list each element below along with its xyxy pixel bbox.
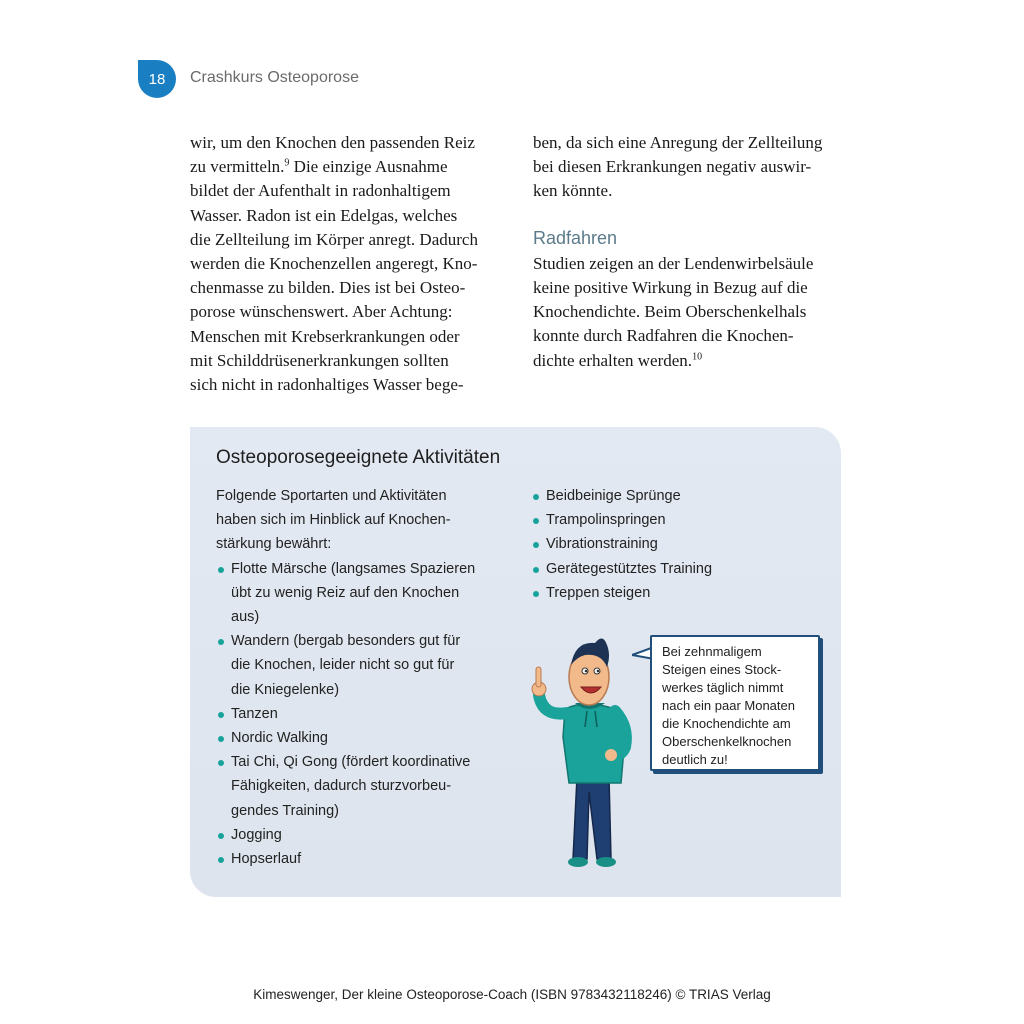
list-item — [216, 629, 516, 702]
list-item-line: die Kniegelenke) — [231, 681, 340, 698]
text-line: die Zellteilung im Körper anregt. Dadurch — [190, 229, 478, 249]
list-item — [216, 702, 516, 726]
intro-line: Folgende Sportarten und Aktivitäten — [216, 488, 447, 504]
list-item: Gerätegestütztes Training — [531, 557, 831, 581]
footnote-ref[interactable]: 10 — [692, 350, 703, 362]
text-line: ken könnte. — [533, 181, 613, 201]
text-fragment: Die einzige Ausnahme — [289, 157, 448, 177]
text-line: Menschen mit Krebserkrankungen oder — [190, 326, 460, 346]
text-line: mit Schilddrüsenerkrankungen sollten — [190, 350, 449, 370]
list-item: Vibrationstraining — [531, 532, 831, 556]
text-line: sich nicht in radonhaltiges Wasser bege- — [190, 375, 464, 395]
activity-list-right — [531, 484, 831, 605]
text-line: konnte durch Radfahren die Knochen- — [533, 326, 794, 346]
speech-line: Steigen eines Stock- — [662, 662, 782, 677]
running-title: Crashkurs Osteoporose — [190, 69, 359, 86]
text-line: wir, um den Knochen den passenden Reiz — [190, 133, 475, 152]
list-item-line: Fähigkeiten, dadurch sturzvorbeu- — [231, 778, 452, 795]
section-heading: Radfahren — [533, 227, 618, 248]
list-item-line: gendes Training) — [231, 802, 340, 819]
list-item-line: die Knochen, leider nicht so gut für — [231, 657, 455, 674]
speech-line: die Knochendichte am — [662, 716, 791, 731]
speech-line: nach ein paar Monaten — [662, 698, 795, 713]
text-line — [190, 155, 510, 179]
box-column-left — [216, 484, 516, 871]
list-item: Trampolinspringen — [531, 508, 831, 532]
text-line: chenmasse zu bilden. Dies ist bei Osteo- — [190, 278, 466, 298]
box-title: Osteoporosegeeignete Aktivitäten — [216, 447, 501, 468]
list-item-line: Hopserlauf — [231, 851, 302, 868]
speech-line: werkes täglich nimmt — [662, 680, 784, 695]
box-column-right — [531, 484, 831, 605]
page-number-badge — [138, 60, 176, 98]
speech-line: Bei zehnmaligem — [662, 644, 762, 659]
text-line: Studien zeigen an der Lendenwirbelsäule — [533, 253, 814, 273]
speech-bubble — [650, 635, 820, 771]
text-line: Wasser. Radon ist ein Edelgas, welches — [190, 205, 458, 225]
text-line: ben, da sich eine Anregung der Zellteilung — [533, 133, 823, 152]
intro-line: stärkung bewährt: — [216, 536, 332, 553]
page-footer: Kimeswenger, Der kleine Osteoporose-Coach (ISBN 9783432118246) © TRIAS Verlag — [253, 987, 771, 1002]
body-column-right — [533, 131, 853, 373]
list-item: Treppen steigen — [531, 581, 831, 605]
text-fragment: dichte erhalten werden. — [533, 350, 693, 370]
text-line: keine positive Wirkung in Bezug auf die — [533, 278, 808, 298]
speech-line: deutlich zu! — [662, 752, 728, 767]
list-item-line: aus) — [231, 609, 260, 626]
list-item-line: Flotte Märsche (langsames Spazieren — [231, 560, 476, 577]
speech-line: Oberschenkelknochen — [662, 734, 792, 749]
list-item — [216, 557, 516, 630]
body-column-left — [190, 131, 510, 397]
list-item-line: Wandern (bergab besonders gut für — [231, 633, 461, 650]
footnote-ref[interactable]: 9 — [284, 157, 290, 169]
activities-box — [190, 427, 841, 897]
intro-line: haben sich im Hinblick auf Knochen- — [216, 512, 451, 529]
text-line: werden die Knochenzellen angeregt, Kno- — [190, 254, 478, 274]
list-item-line: Jogging — [231, 826, 282, 843]
page-number: 18 — [148, 70, 166, 88]
list-item — [216, 750, 516, 823]
list-item-line: übt zu wenig Reiz auf den Knochen — [231, 584, 460, 601]
list-item — [216, 823, 516, 847]
text-line: bildet der Aufenthalt in radonhaltigem — [190, 181, 451, 201]
text-line: porose wünschenswert. Aber Achtung: — [190, 302, 453, 322]
text-line: bei diesen Erkrankungen negativ auswir- — [533, 157, 812, 177]
list-item — [216, 847, 516, 871]
list-item-line: Tai Chi, Qi Gong (fördert koordinative — [231, 754, 471, 771]
list-item-line: Tanzen — [231, 705, 278, 722]
list-item: Beidbeinige Sprünge — [531, 484, 831, 508]
activity-list-left — [216, 557, 516, 872]
text-fragment: zu vermitteln. — [190, 157, 285, 177]
list-item-line: Nordic Walking — [231, 730, 328, 747]
list-item — [216, 726, 516, 750]
text-line: Knochendichte. Beim Oberschenkelhals — [533, 302, 807, 322]
cartoon-man-icon — [525, 627, 645, 872]
text-line — [533, 349, 853, 373]
